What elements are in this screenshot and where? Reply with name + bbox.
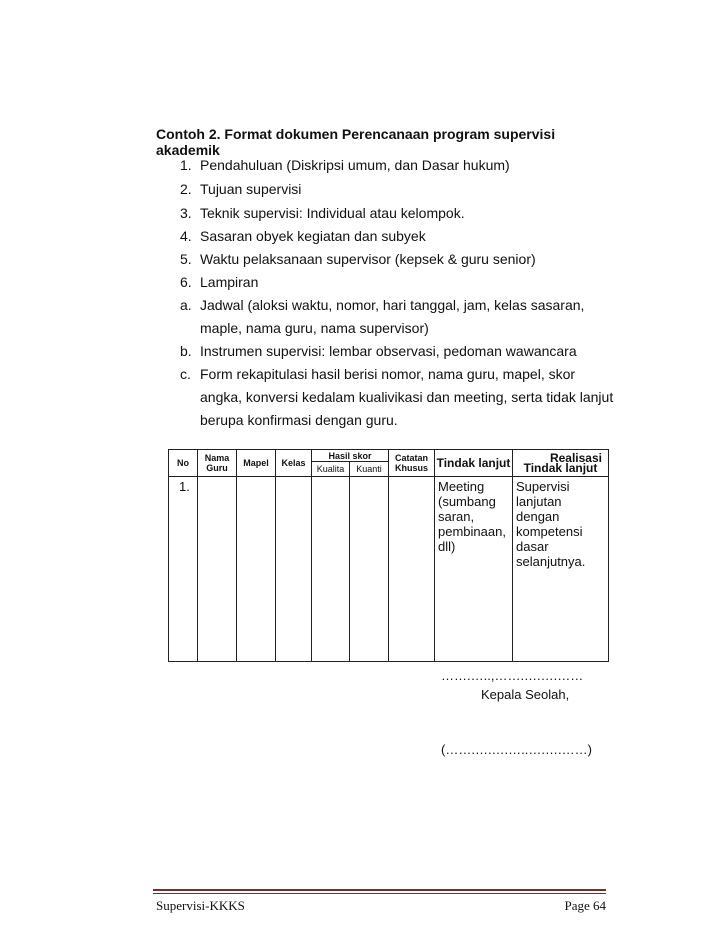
list-text: Lampiran [200, 274, 259, 290]
list-text: Teknik supervisi: Individual atau kelompok. [200, 205, 465, 221]
list-marker: a. [180, 297, 192, 313]
list-text: Waktu pelaksanaan supervisor (kepsek & guru senior) [200, 251, 536, 267]
cell-kelas [276, 477, 312, 662]
cell-mapel [237, 477, 276, 662]
header-text: Catatan [394, 453, 428, 463]
header-realisasi [513, 450, 609, 477]
list-marker: 1. [180, 157, 192, 173]
cell-line: Supervisi [516, 479, 570, 494]
cell-catatan [389, 477, 435, 662]
header-tindak-lanjut: Tindak lanjut [435, 450, 513, 477]
header-mapel: Mapel [237, 450, 276, 477]
header-catatan-khusus [389, 450, 435, 477]
signature-date-line: …….…..,…….….….…… [441, 668, 584, 683]
list-marker: 4. [180, 228, 192, 244]
cell-line: dll) [438, 539, 456, 554]
list-marker: c. [180, 366, 191, 382]
list-text: Instrumen supervisi: lembar observasi, pedoman wawancara [200, 343, 577, 359]
header-kualita: Kualita [312, 462, 350, 477]
list-text: maple, nama guru, nama supervisor) [200, 320, 429, 336]
cell-line: selanjutnya. [516, 554, 586, 569]
cell-line: lanjutan [516, 494, 562, 509]
table-row [169, 477, 609, 662]
cell-no: 1. [169, 477, 198, 662]
list-text: Sasaran obyek kegiatan dan subyek [200, 228, 426, 244]
list-text: Form rekapitulasi hasil berisi nomor, nama guru, mapel, skor [200, 366, 576, 382]
cell-nama-guru [198, 477, 237, 662]
list-text: angka, konversi kedalam kualivikasi dan meeting, serta tidak lanjut [200, 389, 614, 405]
list-marker: 6. [180, 274, 192, 290]
list-text: Jadwal (aloksi waktu, nomor, hari tanggal, jam, kelas sasaran, [200, 297, 585, 313]
header-text: Guru [206, 463, 228, 473]
footer-divider [153, 893, 606, 894]
cell-line: Meeting [438, 479, 485, 494]
signature-role: Kepala Seolah, [481, 687, 570, 702]
list-text: berupa konfirmasi dengan guru. [200, 412, 398, 428]
cell-tindak-lanjut [435, 477, 513, 662]
list-marker: 2. [180, 181, 192, 197]
cell-line: kompetensi [516, 524, 583, 539]
signature-name-line: (…….….….…..….….……) [441, 742, 592, 757]
list-text: Tujuan supervisi [200, 181, 302, 197]
cell-kualita [312, 477, 350, 662]
cell-realisasi [513, 477, 609, 662]
header-text: Realisasi [549, 451, 602, 465]
list-marker: 5. [180, 251, 192, 267]
footer-doc-name: Supervisi-KKKS [156, 898, 245, 913]
header-text: Tindak lanjut [523, 461, 598, 475]
supervision-table [168, 449, 609, 662]
document-title: Contoh 2. Format dokumen Perencanaan program supervisi akademik [156, 126, 556, 158]
header-hasil-skor: Hasil skor [312, 450, 389, 462]
list-marker: 3. [180, 205, 192, 221]
cell-line: dasar [516, 539, 549, 554]
cell-line: saran, [438, 509, 475, 524]
list-marker: b. [180, 343, 192, 359]
header-text: Nama [204, 453, 230, 463]
header-nama-guru [198, 450, 237, 477]
footer-divider [153, 889, 606, 891]
header-no: No [169, 450, 198, 477]
header-kelas: Kelas [276, 450, 312, 477]
header-kuanti: Kuanti [350, 462, 389, 477]
header-text: Khusus [394, 463, 428, 473]
list-text: Pendahuluan (Diskripsi umum, dan Dasar hukum) [200, 157, 510, 173]
cell-kuanti [350, 477, 389, 662]
cell-line: (sumbang [438, 494, 496, 509]
footer-page-number: Page 64 [564, 898, 606, 913]
cell-line: pembinaan, [438, 524, 506, 539]
cell-line: dengan [516, 509, 560, 524]
